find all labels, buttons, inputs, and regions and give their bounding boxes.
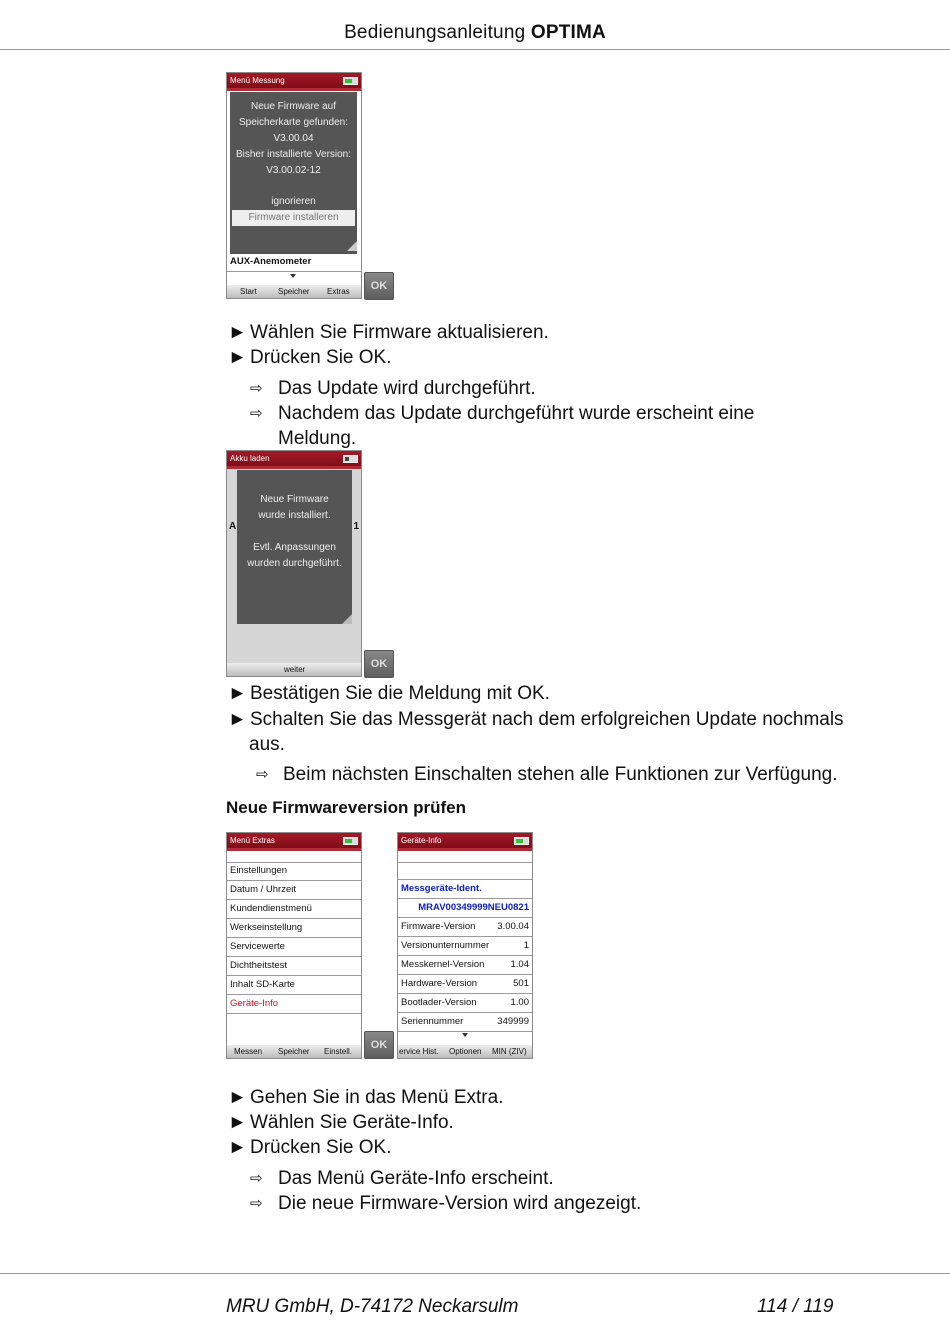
firmware-dialog [230,92,357,254]
step-marker: ► [228,1087,247,1108]
menu-item-datum-uhrzeit[interactable]: Datum / Uhrzeit [227,881,361,900]
step-marker: ► [228,1112,247,1133]
info-label: Firmware-Version [401,921,476,932]
softkey-bar [227,663,361,676]
dialog-line: Bisher installierte Version: [235,149,352,160]
installed-dialog [237,470,352,624]
screen-title: Menü Extras [227,833,361,848]
dialog-corner-fold [342,614,352,624]
ident-label-row: Messgeräte-Ident. [398,880,532,899]
result-text: Beim nächsten Einschalten stehen alle Funktionen zur Verfügung. [283,764,838,785]
result-item [250,376,848,401]
screen-title: Menü Messung [227,73,361,88]
ok-button[interactable]: OK [364,1031,394,1059]
info-value: 501 [513,978,529,989]
menu-item-kundendienstmenue[interactable]: Kundendienstmenü [227,900,361,919]
option-install-firmware[interactable]: Firmware installeren [232,210,355,226]
row-left-label: A [229,521,237,532]
result-item [250,401,803,451]
step-marker: ► [228,709,247,730]
step-text: Gehen Sie in das Menü Extra. [250,1087,504,1108]
step-marker: ► [228,683,247,704]
info-label: Seriennummer [401,1016,464,1027]
softkey-optionen[interactable]: Optionen [449,1047,482,1056]
menu-item-geraete-info[interactable]: Geräte-Info [227,995,361,1014]
result-text: Die neue Firmware-Version wird angezeigt. [278,1193,642,1214]
step-item [228,681,550,706]
ok-button[interactable]: OK [364,650,394,678]
dialog-line: Neue Firmware auf [250,101,337,112]
menu-item-inhalt-sd-karte[interactable]: Inhalt SD-Karte [227,976,361,995]
dialog-corner-fold [347,241,357,251]
section-title: Neue Firmwareversion prüfen [226,798,466,817]
battery-icon [343,455,358,463]
info-row [398,1013,532,1032]
ok-button[interactable]: OK [364,272,394,300]
title-underline [398,848,532,851]
footer-rule [0,1273,950,1274]
result-item [250,1191,848,1216]
scroll-down-icon [290,274,296,278]
softkey-bar [227,1045,361,1058]
scroll-down-icon [462,1033,468,1037]
option-ignore[interactable]: ignorieren [271,196,316,207]
device-screen-firmware-found [226,72,362,299]
step-item [228,1110,454,1135]
device-screen-firmware-installed [226,450,362,677]
title-underline [227,88,361,91]
info-label: Bootlader-Version [401,997,477,1008]
result-marker: ⇨ [250,380,263,397]
result-item [250,1166,848,1191]
screen-title: Geräte-Info [398,833,532,848]
step-item [228,1135,392,1160]
step-item [228,320,549,345]
result-text: Das Menü Geräte-Info erscheint. [278,1168,554,1189]
dialog-line: Neue Firmware [260,494,329,505]
step-marker: ► [228,347,247,368]
result-text: Nachdem das Update durchgeführt wurde erscheint eine Meldung. [278,403,755,449]
info-row [398,956,532,975]
step-text: Drücken Sie OK. [250,1137,392,1158]
menu-item-dichtheitstest[interactable]: Dichtheitstest [227,957,361,976]
info-value: 1 [523,940,529,951]
row-label: AUX-Anemometer [230,256,312,267]
dialog-line: V3.00.02-12 [266,165,321,176]
info-label: Hardware-Version [401,978,478,989]
row-aux-anemometer[interactable] [227,253,361,272]
softkey-speicher[interactable]: Speicher [278,1047,310,1056]
header-prefix: Bedienungsanleitung [344,22,526,43]
info-label: Versionunternummer [401,940,490,951]
result-marker: ⇨ [256,766,269,783]
header-rule [0,49,950,50]
info-row [398,918,532,937]
info-label: Messkernel-Version [401,959,485,970]
result-text: Das Update wird durchgeführt. [278,378,536,399]
softkey-extras[interactable]: Extras [327,287,350,296]
result-marker: ⇨ [250,405,263,422]
softkey-einstell[interactable]: Einstell. [324,1047,353,1056]
result-item [256,762,883,787]
step-item [228,707,869,757]
result-marker: ⇨ [250,1195,263,1212]
info-value: 1.04 [510,959,529,970]
info-row [398,937,532,956]
info-value: 1.00 [510,997,529,1008]
softkey-weiter[interactable]: weiter [284,665,306,674]
info-value: 349999 [497,1016,529,1027]
step-item [228,1085,503,1110]
softkey-service-hist[interactable]: ervice Hist. [399,1047,439,1056]
dialog-line: Speicherkarte gefunden: [239,117,348,128]
softkey-speicher[interactable]: Speicher [278,287,310,296]
step-text: Drücken Sie OK. [250,347,392,368]
battery-icon [343,77,358,85]
step-text: Wählen Sie Firmware aktualisieren. [250,322,549,343]
menu-item-einstellungen[interactable]: Einstellungen [227,862,361,881]
screen-title: Akku laden [227,451,361,466]
row-right-value: 1 [353,521,359,532]
header-product: OPTIMA [530,22,606,43]
softkey-messen[interactable]: Messen [234,1047,263,1056]
softkey-min-ziv[interactable]: MIN (ZIV) [492,1047,527,1056]
step-text: Schalten Sie das Messgerät nach dem erfolgreichen Update nochmals aus. [249,709,844,755]
step-text: Bestätigen Sie die Meldung mit OK. [250,683,550,704]
spacer-row [398,862,532,880]
device-screen-menu-extras [226,832,362,1059]
softkey-bar [227,285,361,298]
result-marker: ⇨ [250,1170,263,1187]
title-underline [227,848,361,851]
dialog-line: wurden durchgeführt. [247,558,342,569]
page-number: 114 / 119 [757,1296,834,1317]
step-text: Wählen Sie Geräte-Info. [250,1112,454,1133]
dialog-line: Evtl. Anpassungen [253,542,336,553]
softkey-start[interactable]: Start [240,287,257,296]
step-marker: ► [228,322,247,343]
device-screen-geraete-info [397,832,533,1059]
dialog-line: V3.00.04 [273,133,314,144]
ident-value-row: MRAV00349999NEU0821 [398,899,532,918]
step-item [228,345,392,370]
info-row [398,994,532,1013]
menu-item-servicewerte[interactable]: Servicewerte [227,938,361,957]
info-value: 3.00.04 [497,921,529,932]
dialog-line: wurde installiert. [258,510,331,521]
softkey-bar [398,1045,532,1058]
battery-icon [343,837,358,845]
battery-icon [514,837,529,845]
footer-company: MRU GmbH, D-74172 Neckarsulm [226,1296,519,1317]
page-header [0,22,950,44]
step-marker: ► [228,1137,247,1158]
dialog-blank [237,524,352,540]
menu-item-werkseinstellung[interactable]: Werkseinstellung [227,919,361,938]
info-row [398,975,532,994]
